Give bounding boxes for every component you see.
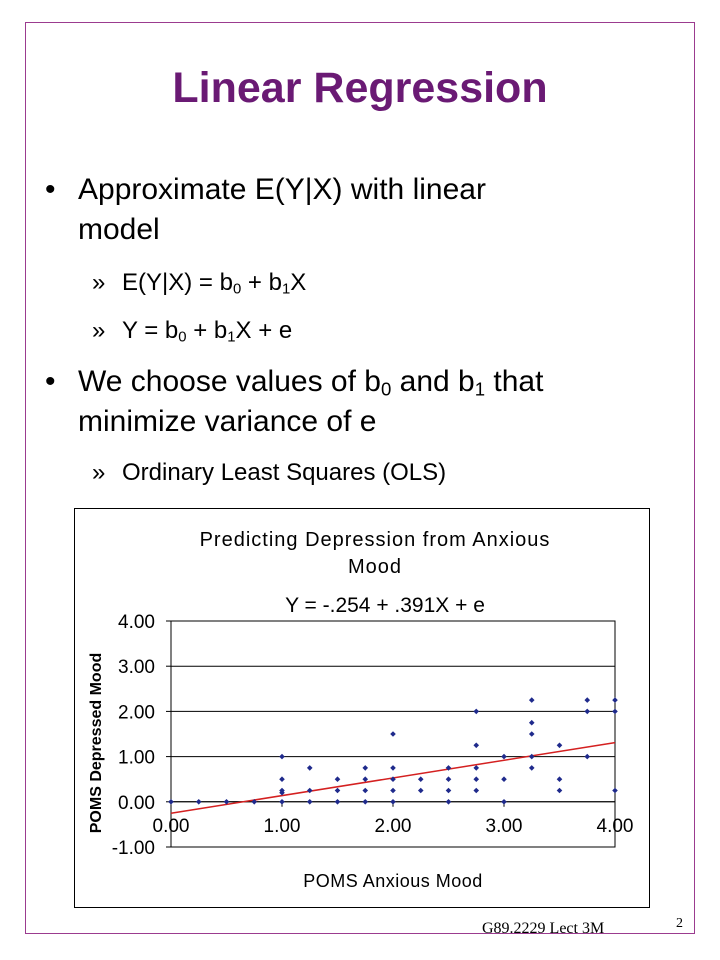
footer-course: G89.2229 Lect 3M	[482, 920, 605, 937]
formula-part: Y = b	[122, 317, 179, 344]
bullet-line	[78, 362, 543, 402]
formula-part: + b	[241, 269, 282, 296]
x-tick-label: 2.00	[374, 815, 412, 837]
sub-bullet-ols	[92, 458, 447, 488]
chart-title: Mood	[347, 556, 403, 578]
slide-title: Linear Regression	[172, 64, 548, 112]
bullet-line: minimize variance of e	[78, 405, 377, 438]
sub-bullet-model	[92, 316, 293, 346]
bullet-line: Approximate E(Y|X) with linear	[78, 173, 486, 206]
bullet-marker: •	[45, 173, 56, 206]
bullet-line: model	[78, 213, 160, 246]
subscript: 1	[227, 329, 236, 346]
y-axis-label: POMS Depressed Mood	[88, 652, 105, 834]
x-tick-label: 3.00	[485, 815, 523, 837]
bullet-choose-values	[45, 362, 544, 442]
y-tick-label: 1.00	[118, 747, 155, 769]
y-tick-label: 2.00	[118, 702, 155, 724]
y-tick-label: 0.00	[118, 792, 155, 814]
formula-part: X + e	[235, 317, 293, 344]
sub-marker: »	[92, 317, 106, 344]
sub-text: Ordinary Least Squares (OLS)	[122, 459, 447, 486]
y-tick-label: 4.00	[118, 612, 155, 633]
bullet-approximate	[45, 170, 486, 250]
page-number: 2	[676, 916, 683, 931]
sub-marker: »	[92, 269, 106, 296]
x-tick-label: 4.00	[596, 815, 634, 837]
formula-part: X	[290, 269, 307, 296]
subscript: 1	[281, 281, 291, 298]
text-part: that	[485, 365, 544, 398]
regression-equation: Y = -.254 + .391X + e	[285, 594, 485, 617]
subscript: 0	[232, 281, 242, 298]
subscript: 0	[178, 329, 187, 346]
bullet-marker: •	[45, 365, 56, 398]
chart-svg	[75, 509, 649, 907]
y-tick-label: 3.00	[118, 657, 155, 679]
chart-title: Predicting Depression from Anxious	[199, 529, 551, 551]
scatter-chart	[74, 508, 650, 908]
subscript: 0	[380, 378, 392, 400]
sub-marker: »	[92, 459, 106, 486]
x-tick-label: 0.00	[152, 815, 190, 837]
x-axis-label: POMS Anxious Mood	[303, 871, 483, 891]
text-part: and b	[391, 365, 475, 398]
y-tick-label: -1.00	[111, 838, 155, 859]
formula-part: E(Y|X) = b	[122, 269, 233, 296]
text-part: We choose values of b	[78, 365, 381, 398]
subscript: 1	[474, 378, 486, 400]
sub-bullet-expectation	[92, 268, 307, 298]
x-tick-label: 1.00	[263, 815, 301, 837]
formula-part: + b	[186, 317, 228, 344]
